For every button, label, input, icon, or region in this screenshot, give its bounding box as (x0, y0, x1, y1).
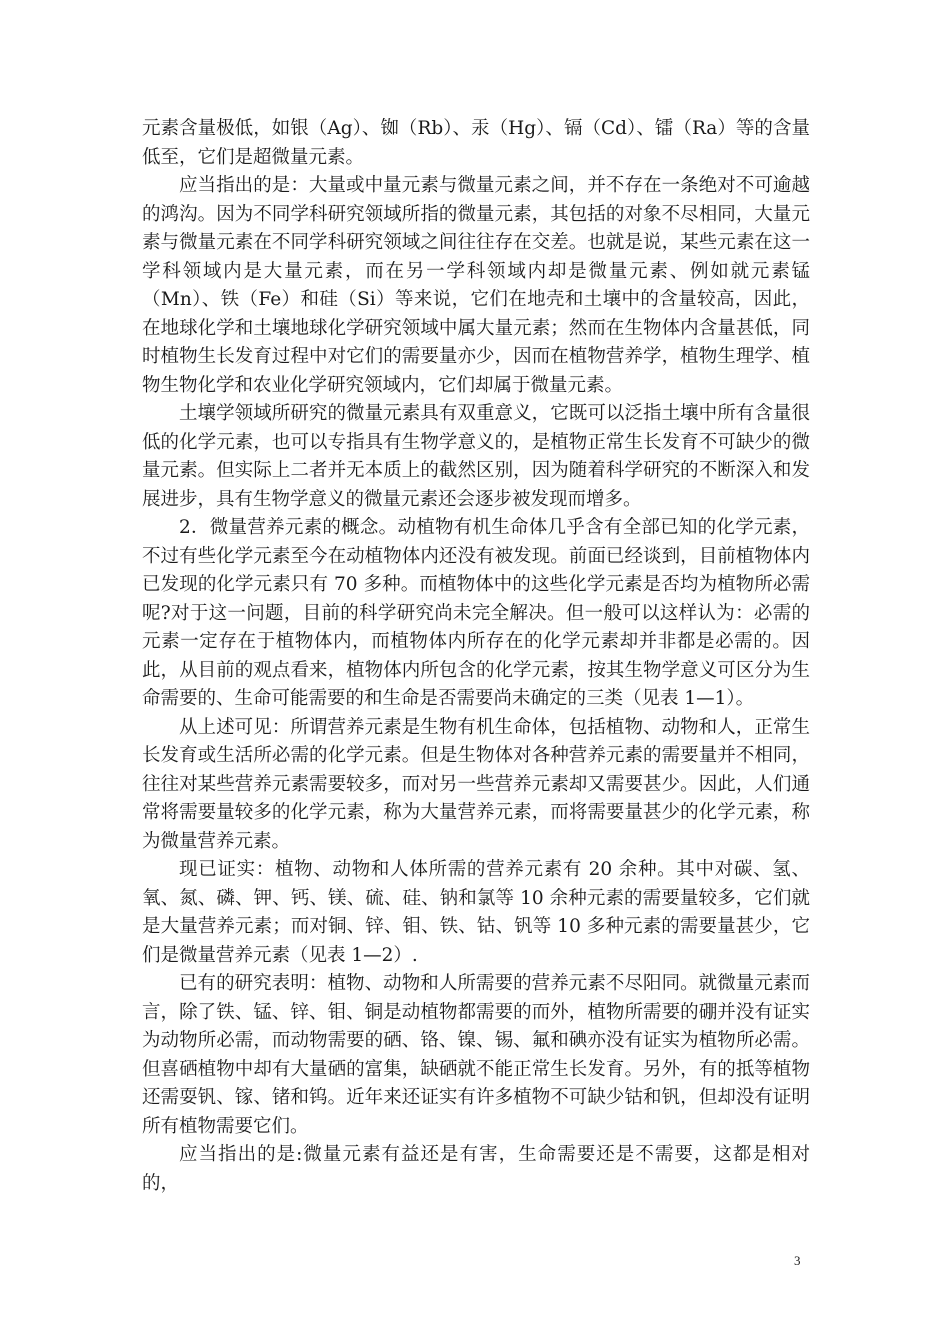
paragraph: 已有的研究表明：植物、动物和人所需要的营养元素不尽阳同。就微量元素而言，除了铁、锰、锌、钼、铜是动植物都需要的而外，植物所需要的硼并没有证实为动物所必需，而动物需要的硒、铬、镍、锡、氟和碘亦没有证实为植物所必需。但喜硒植物中却有大量硒的富集，缺硒就不能正常生长发育。另外，有的抵等植物还需耍钒、镓、锗和钨。近年来还证实有许多植物不可缺少钴和钒，但却没有证明所有植物需要它们。 (142, 973, 810, 1137)
paragraph: 从上述可见：所谓营养元素是生物有机生命体，包括植物、动物和人，正常生长发育或生活所必需的化学元素。但是生物体对各种营养元素的需要量并不相同，往往对某些营养元素需要较多，而对另一些营养元素却又需要甚少。因此，人们通常将需要量较多的化学元素，称为大量营养元素，而将需要量甚少的化学元素，称为微量营养元素。 (142, 716, 810, 852)
page-number: 3 (794, 1253, 801, 1268)
paragraph: 2．微量营养元素的概念。动植物有机生命体几乎含有全部已知的化学元素，不过有些化学元素至今在动植物体内还没有被发现。前面已经谈到，目前植物体内已发现的化学元素只有 70 多种。而植物体中的这些化学元素是否均为植物所必需呢?对于这一问题，目前的科学研究尚未完全解决。但一般可以这样认为：必需的元素一定存在于植物体内，而植物体内所存在的化学元素却并非都是必需的。因此，从目前的观点看来，植物体内所包含的化学元素，按其生物学意义可区分为生命需要的、生命可能需要的和生命是否需要尚未确定的三类（见表 1—1）。 (142, 517, 810, 709)
document-body (142, 115, 810, 1198)
paragraph: 现已证实：植物、动物和人体所需的营养元素有 20 余种。其中对碳、氢、氧、氮、磷、钾、钙、镁、硫、硅、钠和氯等 10 余种元素的需要量较多，它们就是大量营养元素；而对铜、锌、钼、铁、钴、钒等 10 多种元素的需要量甚少，它们是微量营养元素（见表 1—2）. (142, 859, 810, 966)
paragraph: 土壤学领域所研究的微量元素具有双重意义，它既可以泛指土壤中所有含量很低的化学元素，也可以专指具有生物学意义的，是植物正常生长发育不可缺少的微量元素。但实际上二者并无本质上的截然区别，因为随着科学研究的不断深入和发展进步，具有生物学意义的微量元素还会逐步被发现而增多。 (142, 403, 810, 510)
paragraph-continued: 元素含量极低，如银（Ag）、铷（Rb）、汞（Hg）、镉（Cd）、镭（Ra）等的含量低至，它们是超微量元素。 (142, 118, 810, 168)
paragraph: 应当指出的是：大量或中量元素与微量元素之间，并不存在一条绝对不可逾越的鸿沟。因为不同学科研究领域所指的微量元素，其包括的对象不尽相同，大量元素与微量元素在不同学科研究领域之间往往存在交差。也就是说，某些元素在这一学科领域内是大量元素，而在另一学科领域内却是微量元素、例如就元素锰（Mn）、铁（Fe）和硅（Si）等来说，它们在地壳和土壤中的含量较高，因此，在地球化学和土壤地球化学研究领域中属大量元素；然而在生物体内含量甚低，同时植物生长发育过程中对它们的需要量亦少，因而在植物营养学，植物生理学、植物生物化学和农业化学研究领域内，它们却属于微量元素。 (142, 175, 810, 396)
paragraph: 应当指出的是:微量元素有益还是有害，生命需要还是不需要，这都是相对的， (142, 1144, 810, 1194)
